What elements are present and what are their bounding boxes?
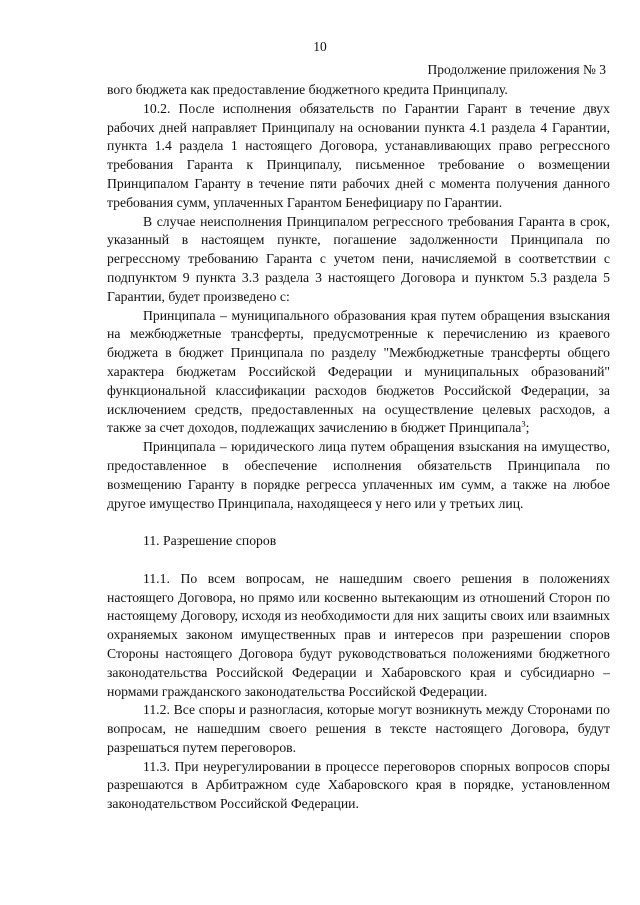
appendix-continuation-label: Продолжение приложения № 3 (427, 62, 606, 77)
paragraph-11-3: 11.3. При неурегулировании в процессе переговоров спорных вопросов споры разрешаются в Арбитражном суде Хабаровского края в порядке, установленном законодательством Российской Федерации. (107, 758, 610, 812)
paragraph-default-case: В случае неисполнения Принципалом регрессного требования Гаранта в срок, указанный в настоящем пункте, погашение задолженности Принципала по регрессному требованию Гаранта с учетом пени, начисляемой в соответствии с подпунктом 9 пункта 3.3 раздела 3 настоящего Договора и пунктом 5.3 раздела 5 Гарантии, будет произведено с: (107, 213, 610, 304)
paragraph-11-1: 11.1. По всем вопросам, не нашедшим своего решения в положениях настоящего Договора, но прямо или косвенно вытекающим из отношений Сторон по настоящему Договору, исходя из необходимости для них защиты своих или взаимных охраняемых законом имущественных прав и интересов при разрешении споров Стороны настоящего Договора будут руководствоваться положениями бюджетного законодательства Российской Федерации и Хабаровского края и субсидиарно – нормами гражданского законодательства Российской Федерации. (107, 570, 610, 699)
paragraph-municipal-principal-end: ; (525, 420, 530, 436)
section-heading-disputes: 11. Разрешение споров (143, 533, 277, 549)
paragraph-municipal-principal (107, 307, 610, 439)
paragraph-legal-entity-principal: Принципала – юридического лица путем обращения взыскания на имущество, предоставленное в обеспечение исполнения обязательств Принципала по возмещению Гаранту в порядке регресса уплаченных им сумм, а также на любое другое имущество Принципала, находящееся у него или у третьих лиц. (107, 439, 610, 511)
paragraph-municipal-principal-text: Принципала – муниципального образования края путем обращения взыскания на межбюджетные трансферты, предусмотренные к перечислению из краевого бюджета в бюджет Принципала по разделу "Межбюджетные трансферты общего характера бюджетам Российской Федерации и муниципальных образований" функциональной классификации расходов бюджетов Российской Федерации, за исключением средств, предоставленных на осуществление целевых расходов, а также за счет доходов, подлежащих зачислению в бюджет Принципала (107, 307, 610, 436)
footnote-marker: 3 (521, 418, 526, 429)
page-number: 10 (313, 39, 327, 54)
paragraph-spacer (107, 513, 610, 532)
document-body (107, 81, 610, 814)
paragraph-spacer (107, 551, 610, 570)
paragraph-10-2: 10.2. После исполнения обязательств по Гарантии Гарант в течение двух рабочих дней направляет Принципалу на основании пункта 4.1 раздела 4 Гарантии, пункта 1.4 раздела 1 настоящего Договора, устанавливающих право регрессного требования Гаранта к Принципалу, письменное требование о возмещении Принципалом Гаранту в течение пяти рабочих дней с момента получения данного требования сумм, уплаченных Гарантом Бенефициару по Гарантии. (107, 100, 610, 210)
paragraph-11-2: 11.2. Все споры и разногласия, которые могут возникнуть между Сторонами по вопросам, не нашедшим своего решения в тексте настоящего Договора, будут разрешаться путем переговоров. (107, 702, 610, 755)
paragraph-continuation: вого бюджета как предоставление бюджетного кредита Принципалу. (107, 82, 508, 97)
